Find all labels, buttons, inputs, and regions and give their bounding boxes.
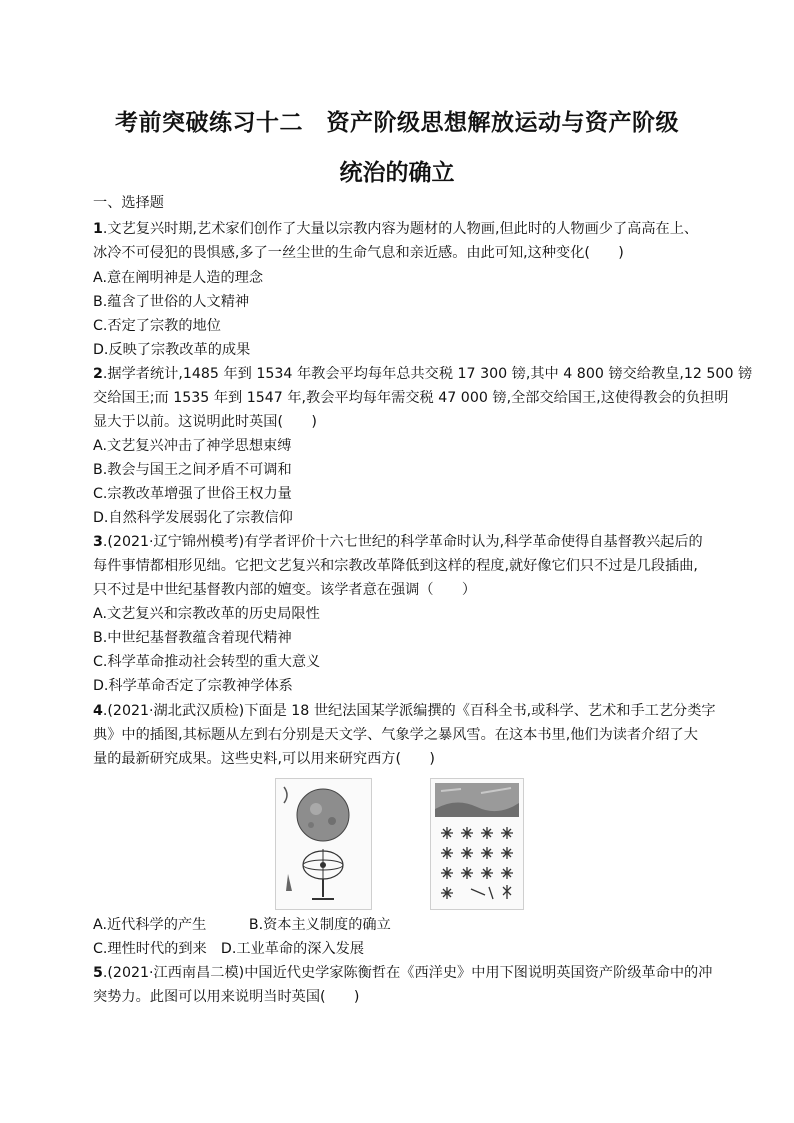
q1-option-a: A.意在阐明神是人造的理念 [93, 270, 264, 286]
q3-stem-line2: 每件事情都相形见绌。它把文艺复兴和宗教改革降低到这样的程度,就好像它们只不过是几段插曲, [93, 558, 698, 574]
q5-number: 5 [93, 965, 103, 981]
q2-option-c: C.宗教改革增强了世俗王权力量 [93, 486, 292, 502]
q2-option-d: D.自然科学发展弱化了宗教信仰 [93, 510, 293, 526]
q3-number: 3 [93, 534, 103, 550]
q1-option-b: B.蕴含了世俗的人文精神 [93, 294, 250, 310]
q2-stem-line3: 显大于以前。这说明此时英国( ) [93, 414, 317, 430]
q5-stem-line1 [93, 963, 712, 983]
q2-option-b: B.教会与国王之间矛盾不可调和 [93, 462, 292, 478]
page-title-line1: 考前突破练习十二 资产阶级思想解放运动与资产阶级 [115, 110, 679, 136]
q3-option-d: D.科学革命否定了宗教神学体系 [93, 678, 293, 694]
q4-number: 4 [93, 703, 103, 719]
q4-stem-line1 [93, 701, 716, 721]
astronomy-engraving-icon [275, 778, 372, 910]
snowstorm-engraving-icon [430, 778, 524, 910]
q3-option-c: C.科学革命推动社会转型的重大意义 [93, 654, 321, 670]
q3-stem-line3: 只不过是中世纪基督教内部的嬗变。该学者意在强调（ ） [93, 582, 477, 598]
q2-stem-text1: .据学者统计,1485 年到 1534 年教会平均每年总共交税 17 300 镑,其中 4 800 镑交给教皇,12 500 镑 [102, 366, 753, 382]
q1-option-d: D.反映了宗教改革的成果 [93, 342, 251, 358]
q4-options-line1: A.近代科学的产生 B.资本主义制度的确立 [93, 917, 391, 933]
q5-stem-text1: .(2021·江西南昌二模)中国近代史学家陈衡哲在《西洋史》中用下图说明英国资产阶级革命中的冲 [102, 965, 713, 981]
q3-option-b: B.中世纪基督教蕴含着现代精神 [93, 630, 292, 646]
page-title-line2: 统治的确立 [339, 160, 455, 186]
q3-stem-line1 [93, 532, 703, 552]
q4-options-line2: C.理性时代的到来 D.工业革命的深入发展 [93, 941, 365, 957]
q1-stem-line2: 冰冷不可侵犯的畏惧感,多了一丝尘世的生命气息和亲近感。由此可知,这种变化( ) [93, 245, 624, 261]
q2-stem-line2: 交给国王;而 1535 年到 1547 年,教会平均每年需交税 47 000 镑,全部交给国王,这使得教会的负担明 [93, 390, 729, 406]
q1-stem-line1 [93, 219, 698, 239]
q1-option-c: C.否定了宗教的地位 [93, 318, 221, 334]
q3-option-a: A.文艺复兴和宗教改革的历史局限性 [93, 606, 320, 622]
q2-stem-line1 [93, 364, 752, 384]
q3-stem-text1: .(2021·辽宁锦州模考)有学者评价十六七世纪的科学革命时认为,科学革命使得自基督教兴起后的 [102, 534, 703, 550]
q5-stem-line2: 突势力。此图可以用来说明当时英国( ) [93, 989, 360, 1005]
section-heading: 一、选择题 [93, 195, 164, 211]
q2-number: 2 [93, 366, 103, 382]
q4-stem-line2: 典》中的插图,其标题从左到右分别是天文学、气象学之暴风雪。在这本书里,他们为读者介绍了大 [93, 727, 698, 743]
q1-stem-text1: .文艺复兴时期,艺术家们创作了大量以宗教内容为题材的人物画,但此时的人物画少了高高在上、 [102, 221, 699, 237]
q4-stem-line3: 量的最新研究成果。这些史料,可以用来研究西方( ) [93, 751, 435, 767]
q2-option-a: A.文艺复兴冲击了神学思想束缚 [93, 438, 292, 454]
q4-stem-text1: .(2021·湖北武汉质检)下面是 18 世纪法国某学派编撰的《百科全书,或科学、艺术和手工艺分类字 [102, 703, 716, 719]
q1-number: 1 [93, 221, 103, 237]
